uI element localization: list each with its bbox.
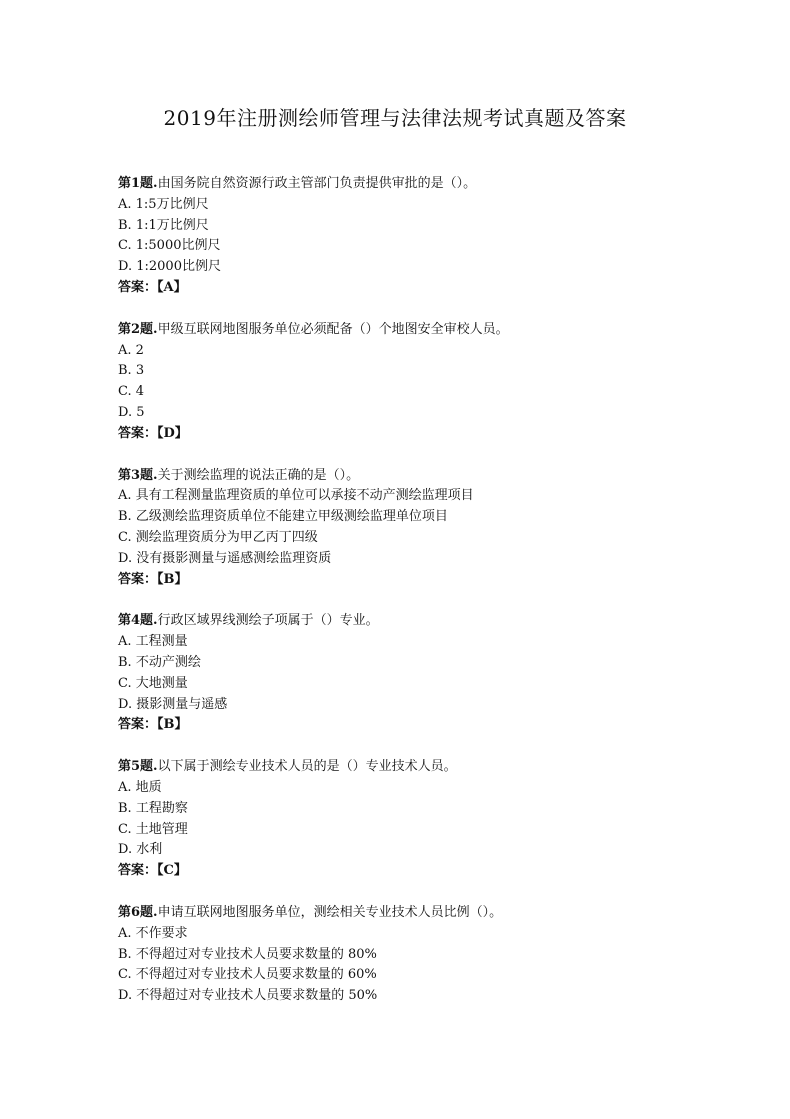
answer-label: 答案： — [118, 425, 158, 441]
question-number: 第4题. — [118, 613, 158, 629]
option-c: C. 不得超过对专业技术人员要求数量的 60% — [118, 967, 377, 983]
question-6 — [118, 903, 758, 1007]
option-c: C. 1:5000比例尺 — [118, 238, 221, 254]
question-number: 第6题. — [118, 904, 158, 920]
option-a: A. 不作要求 — [118, 925, 188, 941]
answer-label: 答案： — [118, 279, 158, 295]
question-stem — [118, 174, 758, 195]
question-text: 甲级互联网地图服务单位必须配备（）个地图安全审校人员。 — [157, 321, 509, 337]
option-a: A. 2 — [118, 342, 144, 358]
option-c: C. 土地管理 — [118, 821, 188, 837]
question-text: 关于测绘监理的说法正确的是（）。 — [157, 467, 360, 483]
option-b: B. 3 — [118, 363, 145, 379]
option-b: B. 1:1万比例尺 — [118, 217, 209, 233]
question-stem — [118, 903, 758, 924]
document-title: 2019年注册测绘师管理与法律法规考试真题及答案 — [163, 106, 627, 130]
answer-label: 答案： — [118, 571, 158, 587]
question-text: 申请互联网地图服务单位，测绘相关专业技术人员比例（）。 — [157, 904, 503, 920]
question-number: 第3题. — [118, 467, 158, 483]
question-stem — [118, 757, 758, 778]
answer-label: 答案： — [118, 717, 158, 733]
question-list — [118, 174, 758, 1028]
option-d: D. 没有摄影测量与遥感测绘监理资质 — [118, 550, 332, 566]
answer-value: 【B】 — [157, 571, 188, 587]
answer-line — [118, 570, 758, 591]
question-2 — [118, 320, 758, 445]
question-stem — [118, 611, 758, 632]
option-d: D. 不得超过对专业技术人员要求数量的 50% — [118, 988, 378, 1004]
option-d: D. 5 — [118, 404, 145, 420]
answer-line — [118, 424, 758, 445]
question-1 — [118, 174, 758, 299]
option-b: B. 乙级测绘监理资质单位不能建立甲级测绘监理单位项目 — [118, 509, 448, 525]
option-a: A. 工程测量 — [118, 634, 188, 650]
question-4 — [118, 611, 758, 736]
question-stem — [118, 320, 758, 341]
question-number: 第2题. — [118, 321, 158, 337]
question-3 — [118, 466, 758, 591]
answer-value: 【A】 — [157, 279, 187, 295]
option-d: D. 1:2000比例尺 — [118, 259, 221, 275]
question-text: 行政区域界线测绘子项属于（）专业。 — [157, 613, 379, 629]
option-c: C. 大地测量 — [118, 675, 188, 691]
answer-value: 【B】 — [157, 717, 188, 733]
option-d: D. 水利 — [118, 842, 163, 858]
option-b: B. 不动产测绘 — [118, 654, 201, 670]
option-c: C. 测绘监理资质分为甲乙丙丁四级 — [118, 529, 318, 545]
answer-line — [118, 715, 758, 736]
option-d: D. 摄影测量与遥感 — [118, 696, 228, 712]
answer-label: 答案： — [118, 863, 158, 879]
option-a: A. 1:5万比例尺 — [118, 196, 209, 212]
question-number: 第1题. — [118, 176, 158, 191]
answer-value: 【C】 — [157, 863, 187, 879]
option-b: B. 不得超过对专业技术人员要求数量的 80% — [118, 946, 377, 962]
answer-value: 【D】 — [157, 425, 188, 441]
option-a: A. 具有工程测量监理资质的单位可以承接不动产测绘监理项目 — [118, 488, 474, 504]
option-b: B. 工程勘察 — [118, 800, 188, 816]
answer-line — [118, 278, 758, 299]
answer-line — [118, 861, 758, 882]
option-c: C. 4 — [118, 384, 145, 400]
option-a: A. 地质 — [118, 779, 162, 795]
question-text: 以下属于测绘专业技术人员的是（）专业技术人员。 — [157, 759, 457, 775]
question-number: 第5题. — [118, 759, 158, 775]
question-text: 由国务院自然资源行政主管部门负责提供审批的是（）。 — [157, 176, 477, 191]
question-5 — [118, 757, 758, 882]
question-stem — [118, 466, 758, 487]
